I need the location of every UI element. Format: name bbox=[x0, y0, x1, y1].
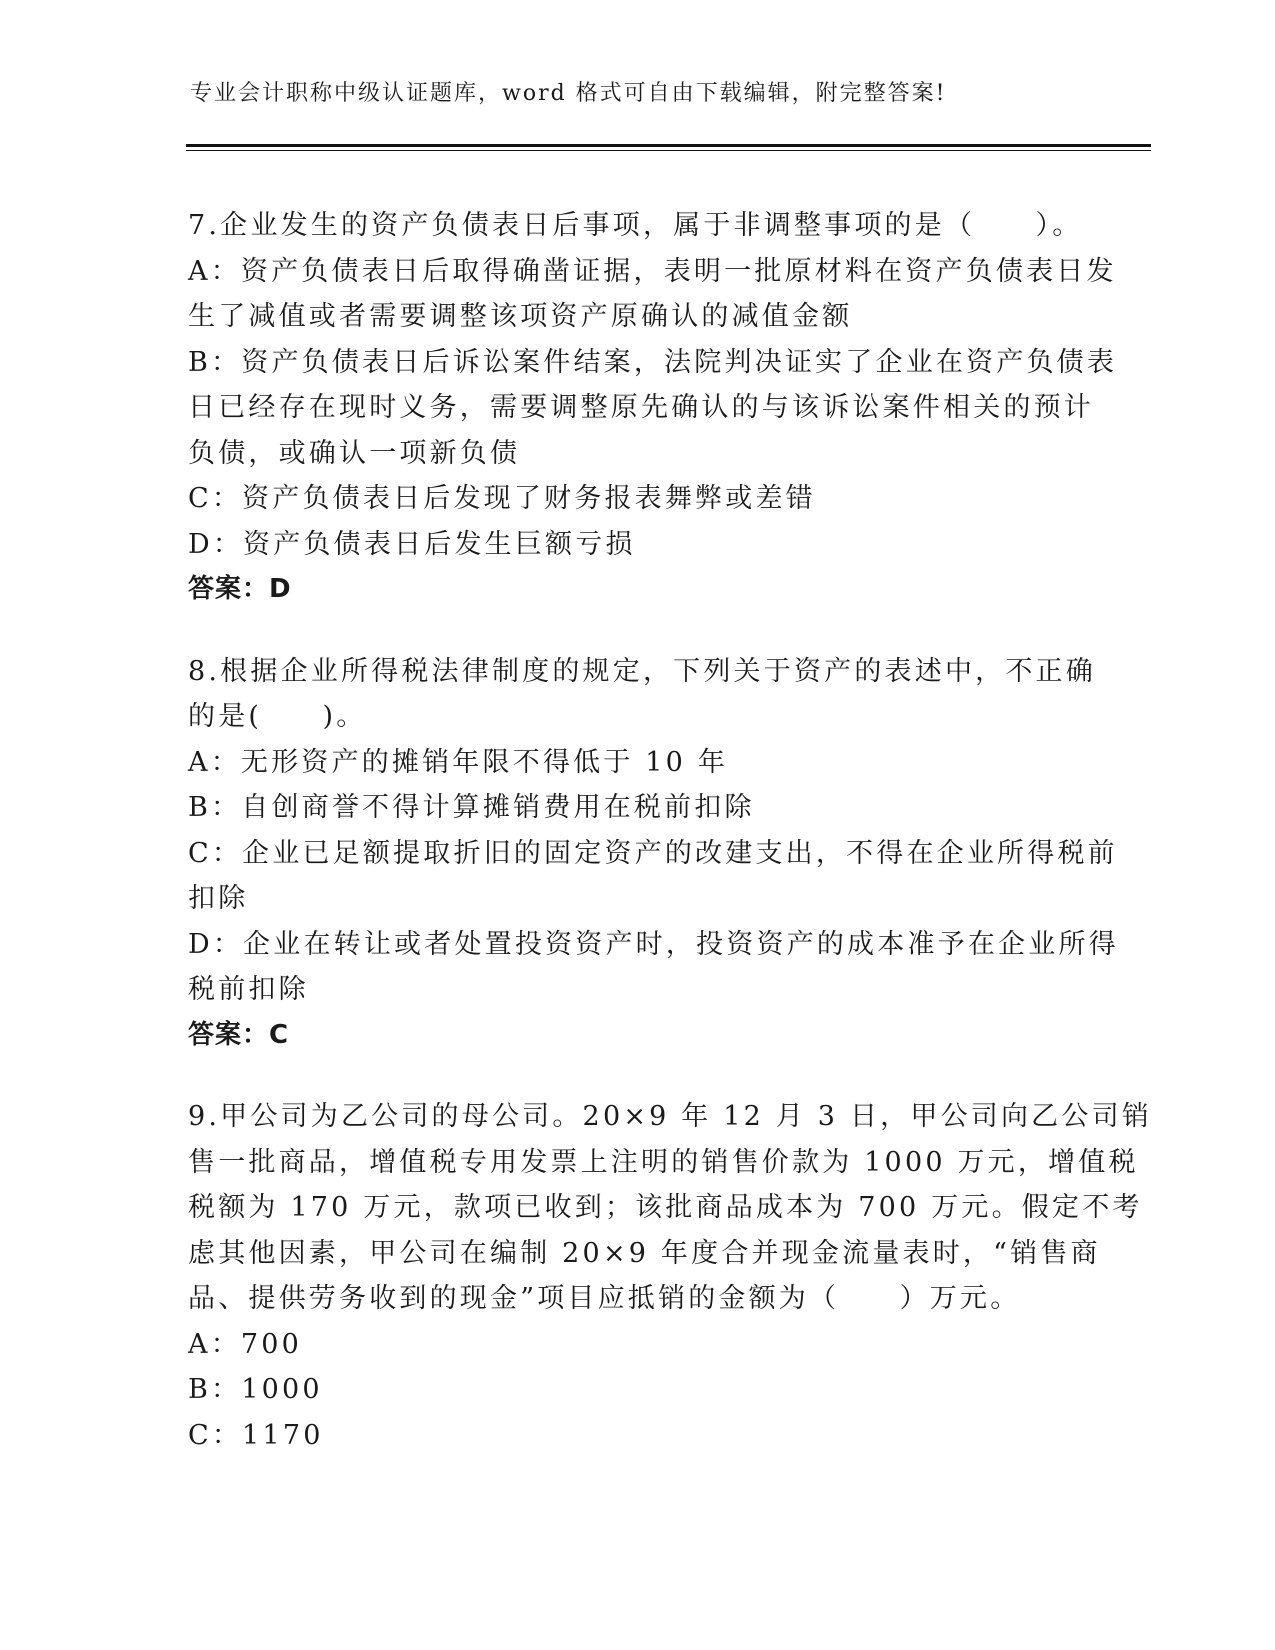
question-8-stem-line-1: 8.根据企业所得税法律制度的规定，下列关于资产的表述中，不正确 bbox=[188, 655, 1096, 687]
question-8-option-c-line-1: C：企业已足额提取折旧的固定资产的改建支出，不得在企业所得税前 bbox=[188, 837, 1118, 869]
question-7-option-b-line-2: 日已经存在现时义务，需要调整原先确认的与该诉讼案件相关的预计 bbox=[188, 392, 1094, 423]
question-9-stem-line-5: 品、提供劳务收到的现金”项目应抵销的金额为（ ）万元。 bbox=[188, 1283, 1021, 1314]
question-7-option-b-line-1: B：资产负债表日后诉讼案件结案，法院判决证实了企业在资产负债表 bbox=[188, 346, 1118, 378]
question-8-option-a: A：无形资产的摊销年限不得低于 10 年 bbox=[188, 746, 729, 778]
question-9-stem-line-1: 9.甲公司为乙公司的母公司。20×9 年 12 月 3 日，甲公司向乙公司销 bbox=[188, 1101, 1152, 1132]
question-9-option-a: A：700 bbox=[188, 1328, 303, 1360]
question-8-answer: 答案：C bbox=[188, 1019, 290, 1050]
question-7-option-d: D：资产负债表日后发生巨额亏损 bbox=[188, 528, 636, 560]
question-9-stem-line-2: 售一批商品，增值税专用发票上注明的销售价款为 1000 万元，增值税 bbox=[188, 1146, 1139, 1178]
question-list bbox=[188, 203, 1152, 1494]
question-9-stem-line-4: 虑其他因素，甲公司在编制 20×9 年度合并现金流量表时，“销售商 bbox=[188, 1237, 1101, 1269]
question-8 bbox=[188, 649, 1119, 1059]
question-8-option-d-line-1: D：企业在转让或者处置投资资产时，投资资产的成本准予在企业所得 bbox=[188, 928, 1119, 960]
page-header: 专业会计职称中级认证题库，word 格式可自由下载编辑，附完整答案! bbox=[190, 81, 947, 106]
question-8-option-d-line-2: 税前扣除 bbox=[188, 974, 309, 1005]
question-7-option-a-line-1: A：资产负债表日后取得确凿证据，表明一批原材料在资产负债表日发 bbox=[188, 255, 1117, 287]
question-7-stem-line-1: 7.企业发生的资产负债表日后事项，属于非调整事项的是（ ）。 bbox=[188, 210, 1083, 241]
question-9-option-c: C：1170 bbox=[188, 1419, 324, 1451]
question-8-option-c-line-2: 扣除 bbox=[188, 883, 249, 914]
question-8-stem-line-2: 的是( )。 bbox=[188, 701, 367, 732]
header-rule-thick bbox=[186, 144, 1151, 147]
question-7 bbox=[188, 203, 1118, 613]
question-9 bbox=[188, 1094, 1152, 1458]
question-9-option-b: B：1000 bbox=[188, 1374, 323, 1405]
header-rule-thin bbox=[186, 150, 1151, 151]
question-8-option-b: B：自创商誉不得计算摊销费用在税前扣除 bbox=[188, 792, 755, 823]
question-7-answer: 答案：D bbox=[188, 574, 292, 604]
question-9-stem-line-3: 税额为 170 万元，款项已收到；该批商品成本为 700 万元。假定不考 bbox=[188, 1192, 1143, 1223]
question-7-option-a-line-2: 生了减值或者需要调整该项资产原确认的减值金额 bbox=[188, 301, 853, 332]
question-7-option-c: C：资产负债表日后发现了财务报表舞弊或差错 bbox=[188, 483, 816, 514]
question-7-option-b-line-3: 负债，或确认一项新负债 bbox=[188, 437, 521, 469]
